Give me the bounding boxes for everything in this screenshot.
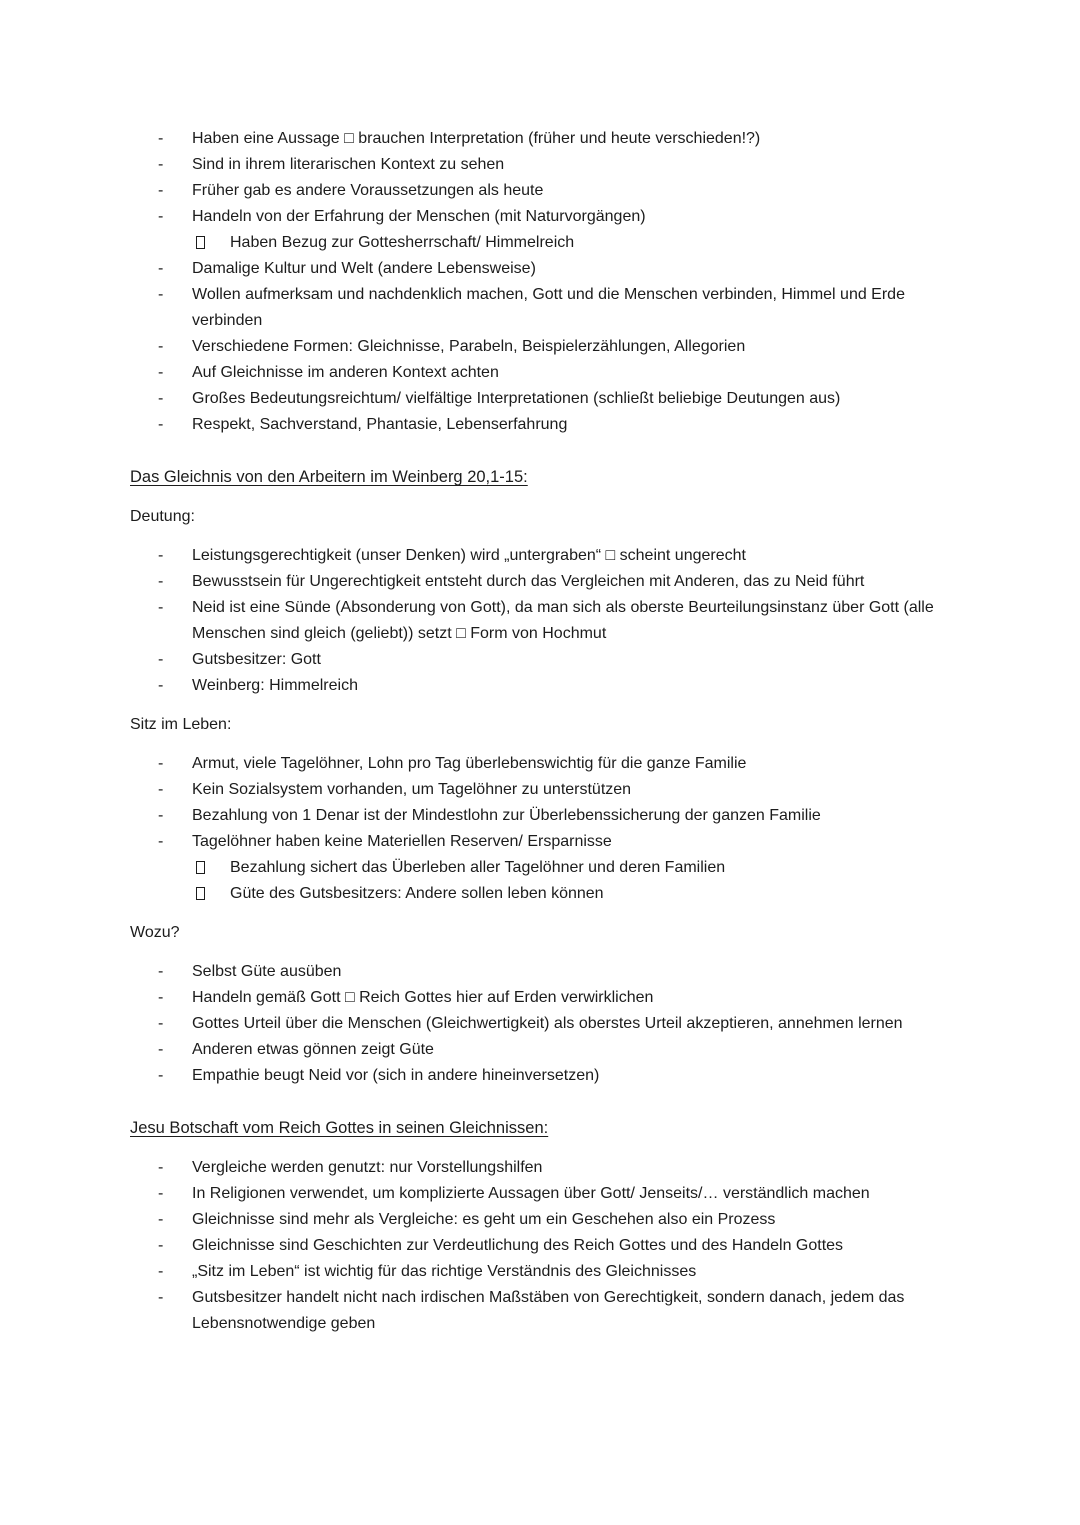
paragraph-label-text: Sitz im Leben: xyxy=(130,716,232,733)
dash-bullet-icon: - xyxy=(158,208,164,225)
dash-bullet-icon: - xyxy=(158,364,164,381)
list-item-text: Vergleiche werden genutzt: nur Vorstellungshilfen xyxy=(192,1159,543,1176)
list-item xyxy=(130,178,960,204)
dash-bullet-icon: - xyxy=(158,781,164,798)
bullet-list xyxy=(130,751,960,907)
dash-bullet-icon: - xyxy=(158,989,164,1006)
list-item xyxy=(130,881,960,907)
paragraph-label-text: Wozu? xyxy=(130,924,180,941)
list-item-text: Wollen aufmerksam und nachdenklich machen, Gott und die Menschen verbinden, Himmel und Erde verbinden xyxy=(192,286,905,329)
list-item-text: Kein Sozialsystem vorhanden, um Tagelöhner zu unterstützen xyxy=(192,781,632,798)
box-bullet-icon xyxy=(196,861,205,874)
dash-bullet-icon: - xyxy=(158,390,164,407)
box-bullet-icon xyxy=(196,236,205,249)
dash-bullet-icon: - xyxy=(158,677,164,694)
list-item-text: Verschiedene Formen: Gleichnisse, Parabeln, Beispielerzählungen, Allegorien xyxy=(192,338,746,355)
list-item-text: Gottes Urteil über die Menschen (Gleichwertigkeit) als oberstes Urteil akzeptieren, annehmen lernen xyxy=(192,1015,903,1032)
list-item xyxy=(130,543,960,569)
list-item-text: Selbst Güte ausüben xyxy=(192,963,342,980)
dash-bullet-icon: - xyxy=(158,807,164,824)
dash-bullet-icon: - xyxy=(158,1289,164,1306)
list-item xyxy=(130,803,960,829)
bullet-list xyxy=(130,959,960,1089)
list-item xyxy=(130,1259,960,1285)
section-heading xyxy=(130,464,960,490)
list-item xyxy=(130,1011,960,1037)
list-item-text: Bezahlung von 1 Denar ist der Mindestlohn zur Überlebenssicherung der ganzen Familie xyxy=(192,807,821,824)
list-item xyxy=(130,1037,960,1063)
list-item xyxy=(130,569,960,595)
dash-bullet-icon: - xyxy=(158,1159,164,1176)
dash-bullet-icon: - xyxy=(158,1263,164,1280)
list-item-text: Bezahlung sichert das Überleben aller Tagelöhner und deren Familien xyxy=(230,859,726,876)
dash-bullet-icon: - xyxy=(158,1185,164,1202)
list-item-text: Auf Gleichnisse im anderen Kontext achten xyxy=(192,364,499,381)
list-item xyxy=(130,1207,960,1233)
list-item xyxy=(130,1285,960,1337)
list-item xyxy=(130,1181,960,1207)
section-heading-text: Jesu Botschaft vom Reich Gottes in seinen Gleichnissen: xyxy=(130,1119,549,1137)
dash-bullet-icon: - xyxy=(158,182,164,199)
list-item xyxy=(130,1233,960,1259)
list-item-text: Gutsbesitzer handelt nicht nach irdischen Maßstäben von Gerechtigkeit, sondern danach, jedem das Lebensnotwendige geben xyxy=(192,1289,905,1332)
list-item xyxy=(130,751,960,777)
list-item-text: Gutsbesitzer: Gott xyxy=(192,651,321,668)
list-item-text: Gleichnisse sind Geschichten zur Verdeutlichung des Reich Gottes und des Handeln Gottes xyxy=(192,1237,844,1254)
dash-bullet-icon: - xyxy=(158,755,164,772)
list-item xyxy=(130,230,960,256)
dash-bullet-icon: - xyxy=(158,1067,164,1084)
list-item-text: Anderen etwas gönnen zeigt Güte xyxy=(192,1041,434,1058)
list-item-text: Handeln von der Erfahrung der Menschen (mit Naturvorgängen) xyxy=(192,208,646,225)
list-item xyxy=(130,282,960,334)
list-item xyxy=(130,256,960,282)
bullet-list xyxy=(130,1155,960,1337)
list-item-text: In Religionen verwendet, um komplizierte Aussagen über Gott/ Jenseits/… verständlich machen xyxy=(192,1185,870,1202)
paragraph-label xyxy=(130,712,960,738)
dash-bullet-icon: - xyxy=(158,130,164,147)
dash-bullet-icon: - xyxy=(158,963,164,980)
list-item xyxy=(130,386,960,412)
dash-bullet-icon: - xyxy=(158,156,164,173)
paragraph-label xyxy=(130,504,960,530)
list-item xyxy=(130,829,960,855)
list-item xyxy=(130,204,960,230)
list-item-text: Respekt, Sachverstand, Phantasie, Lebenserfahrung xyxy=(192,416,568,433)
list-item-text: Handeln gemäß Gott □ Reich Gottes hier auf Erden verwirklichen xyxy=(192,989,654,1006)
dash-bullet-icon: - xyxy=(158,1237,164,1254)
list-item xyxy=(130,673,960,699)
list-item-text: Haben eine Aussage □ brauchen Interpretation (früher und heute verschieden!?) xyxy=(192,130,761,147)
dash-bullet-icon: - xyxy=(158,286,164,303)
list-item-text: Früher gab es andere Voraussetzungen als heute xyxy=(192,182,544,199)
list-item-text: Tagelöhner haben keine Materiellen Reserven/ Ersparnisse xyxy=(192,833,612,850)
list-item xyxy=(130,777,960,803)
dash-bullet-icon: - xyxy=(158,547,164,564)
box-bullet-icon xyxy=(196,887,205,900)
document-body xyxy=(130,126,960,1337)
list-item-text: „Sitz im Leben“ ist wichtig für das richtige Verständnis des Gleichnisses xyxy=(192,1263,697,1280)
list-item-text: Empathie beugt Neid vor (sich in andere hineinversetzen) xyxy=(192,1067,600,1084)
dash-bullet-icon: - xyxy=(158,260,164,277)
list-item xyxy=(130,959,960,985)
list-item xyxy=(130,595,960,647)
list-item xyxy=(130,985,960,1011)
dash-bullet-icon: - xyxy=(158,573,164,590)
dash-bullet-icon: - xyxy=(158,1015,164,1032)
dash-bullet-icon: - xyxy=(158,833,164,850)
dash-bullet-icon: - xyxy=(158,651,164,668)
list-item-text: Leistungsgerechtigkeit (unser Denken) wird „untergraben“ □ scheint ungerecht xyxy=(192,547,746,564)
list-item xyxy=(130,152,960,178)
dash-bullet-icon: - xyxy=(158,1041,164,1058)
bullet-list xyxy=(130,126,960,438)
list-item-text: Sind in ihrem literarischen Kontext zu sehen xyxy=(192,156,505,173)
list-item xyxy=(130,126,960,152)
dash-bullet-icon: - xyxy=(158,599,164,616)
dash-bullet-icon: - xyxy=(158,338,164,355)
list-item xyxy=(130,1155,960,1181)
list-item-text: Weinberg: Himmelreich xyxy=(192,677,358,694)
list-item-text: Damalige Kultur und Welt (andere Lebensweise) xyxy=(192,260,536,277)
list-item xyxy=(130,412,960,438)
list-item xyxy=(130,647,960,673)
list-item xyxy=(130,360,960,386)
list-item xyxy=(130,855,960,881)
list-item-text: Großes Bedeutungsreichtum/ vielfältige Interpretationen (schließt beliebige Deutungen aus) xyxy=(192,390,841,407)
list-item-text: Gleichnisse sind mehr als Vergleiche: es geht um ein Geschehen also ein Prozess xyxy=(192,1211,776,1228)
section-heading xyxy=(130,1115,960,1141)
list-item-text: Bewusstsein für Ungerechtigkeit entsteht durch das Vergleichen mit Anderen, das zu Neid führt xyxy=(192,573,865,590)
list-item-text: Güte des Gutsbesitzers: Andere sollen leben können xyxy=(230,885,604,902)
bullet-list xyxy=(130,543,960,699)
section-heading-text: Das Gleichnis von den Arbeitern im Weinberg 20,1-15: xyxy=(130,468,528,486)
list-item-text: Haben Bezug zur Gottesherrschaft/ Himmelreich xyxy=(230,234,575,251)
dash-bullet-icon: - xyxy=(158,1211,164,1228)
list-item-text: Neid ist eine Sünde (Absonderung von Gott), da man sich als oberste Beurteilungsinstanz über Gott (alle Menschen sind gleich (geliebt)) setzt □ Form von Hochmut xyxy=(192,599,934,642)
paragraph-label xyxy=(130,920,960,946)
list-item xyxy=(130,1063,960,1089)
list-item xyxy=(130,334,960,360)
dash-bullet-icon: - xyxy=(158,416,164,433)
list-item-text: Armut, viele Tagelöhner, Lohn pro Tag überlebenswichtig für die ganze Familie xyxy=(192,755,747,772)
paragraph-label-text: Deutung: xyxy=(130,508,195,525)
